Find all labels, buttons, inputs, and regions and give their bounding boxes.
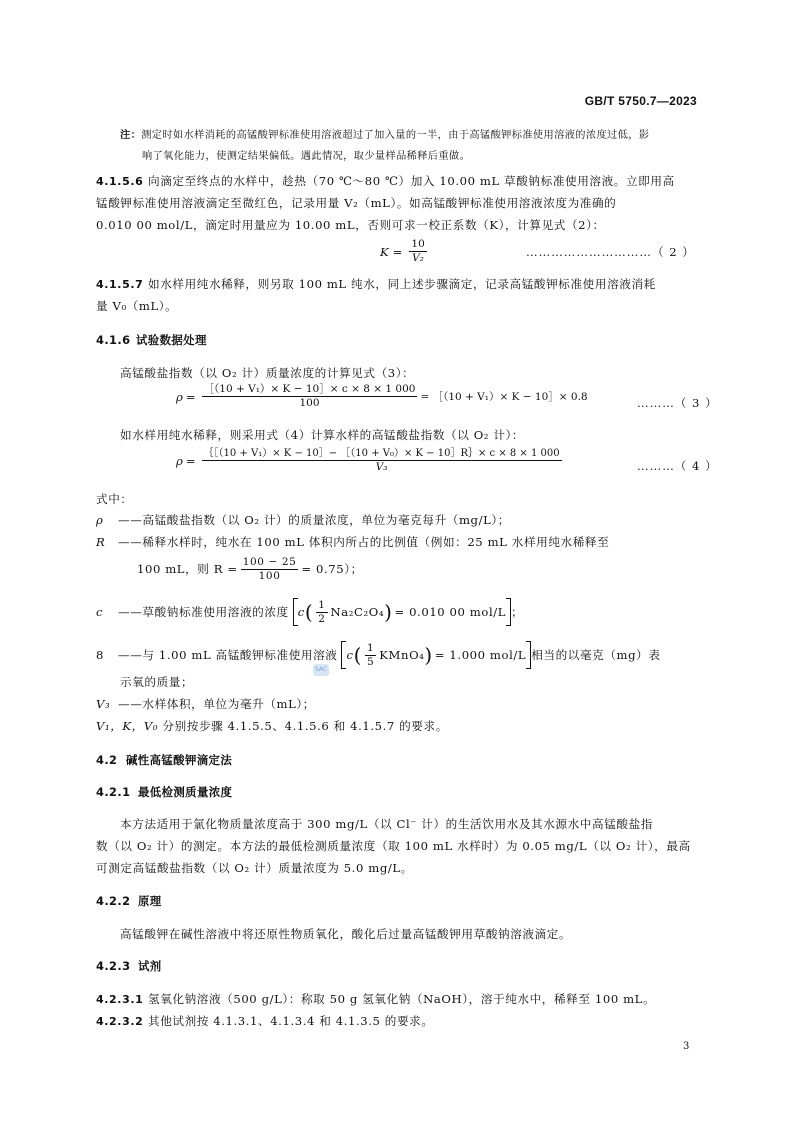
heading-title: 最低检测质量浓度 xyxy=(138,785,233,799)
heading-4-2-3 xyxy=(96,958,162,974)
var-rho-symbol: ρ xyxy=(96,513,104,527)
heading-4-1-6 xyxy=(96,332,207,348)
eq4-numerator: ｛［（10 + V₁）× K − 10］− ［（10 + V₀）× K − 10］R｝× c × 8 × 1 000 xyxy=(203,448,560,459)
eq3-intro: 高锰酸盐指数（以 O₂ 计）质量浓度的计算见式（3）： xyxy=(120,366,415,380)
var-8-fraction xyxy=(365,642,376,669)
equation-2: K = $\frac{10}{\text{V₂}}$ xyxy=(380,238,425,264)
var-R-line-1 xyxy=(96,533,609,552)
note-line-2: 响了氧化能力，使测定结果偏低。遇此情况，取少量样品稀释后重做。 xyxy=(142,151,471,162)
eq4-fraction xyxy=(202,447,562,474)
clause-text: 氢氧化钠溶液（500 g/L）：称取 50 g 氢氧化钠（NaOH），溶于纯水中，稀释至 100 mL。 xyxy=(148,992,656,1006)
clause-number: 4.1.5.7 xyxy=(96,278,144,291)
clause-text: 如水样用纯水稀释，则另取 100 mL 纯水，同上述步骤滴定，记录高锰酸钾标准使用溶液消耗 xyxy=(148,277,656,291)
var-rho xyxy=(96,511,510,530)
var-8-value: = 1.000 mol/L xyxy=(434,647,527,662)
note-text: 测定时如水样消耗的高锰酸钾标准使用溶液超过了加入量的一半，由于高锰酸钾标准使用溶液的浓度过低，影 xyxy=(141,130,650,141)
equation-3: ρ = $\frac{\text{［（10 + V₁）× K − 10］× c × 8 × 1 000}}{100}$ = ［（10 + V₁）× K − 10］× 0.8 xyxy=(176,383,588,409)
var-V1-K-V0 xyxy=(96,717,448,736)
var-V1-K-V0-text: 分别按步骤 4.1.5.5、4.1.5.6 和 4.1.5.7 的要求。 xyxy=(162,719,448,733)
eq3-numerator: ［（10 + V₁）× K − 10］× c × 8 × 1 000 xyxy=(203,383,416,395)
var-c-text: ——草酸钠标准使用溶液的浓度 xyxy=(118,604,289,619)
heading-number: 4.2.1 xyxy=(96,785,131,799)
eq3-denominator: 100 xyxy=(299,397,320,409)
left-paren: ( xyxy=(353,642,362,667)
var-8-symbol: 8 xyxy=(96,647,104,662)
var-V3-text: ——水样体积，单位为毫升（mL）； xyxy=(118,697,315,711)
where-label: 式中： xyxy=(96,492,133,506)
var-R-numerator: 100 − 25 xyxy=(242,556,297,568)
eq4-lhs: ρ xyxy=(176,453,183,468)
eq2-fraction xyxy=(409,238,426,265)
equation-4-number: ………（ 4 ） xyxy=(637,459,718,473)
clause-text: 向滴定至终点的水样中，趁热（70 ℃～80 ℃）加入 10.00 mL 草酸钠标准使用溶液。立即用高 xyxy=(148,174,675,188)
eq3-lhs: ρ xyxy=(176,389,183,404)
var-c-fraction xyxy=(316,599,327,626)
var-R-result: = 0.75）； xyxy=(301,562,363,576)
var-V3 xyxy=(96,695,315,714)
frac-den: 2 xyxy=(318,612,326,625)
eq4-intro: 如水样用纯水稀释，则采用式（4）计算水样的高锰酸盐指数（以 O₂ 计）： xyxy=(120,428,525,442)
note-line-1 xyxy=(120,127,649,144)
heading-title: 试剂 xyxy=(138,959,162,973)
semicolon: ； xyxy=(511,604,524,619)
clause-4-2-1-line-1: 本方法适用于氯化物质量浓度高于 300 mg/L（以 Cl⁻ 计）的生活饮用水及其水源水中高锰酸盐指 xyxy=(120,817,653,831)
var-8-text-2: 相当的以毫克（mg）表 xyxy=(531,647,661,662)
var-8-text: ——与 1.00 mL 高锰酸钾标准使用溶液 xyxy=(118,647,338,662)
eq4-denominator: V₃ xyxy=(375,461,388,473)
conc-symbol: c xyxy=(297,604,305,619)
chem-formula: Na₂C₂O₄ xyxy=(330,604,385,619)
chem-formula: KMnO₄ xyxy=(379,647,425,662)
var-R-denominator: 100 xyxy=(258,570,281,582)
clause-text: 其他试剂按 4.1.3.1、4.1.3.4 和 4.1.3.5 的要求。 xyxy=(148,1014,434,1028)
conc-symbol: c xyxy=(346,647,354,662)
right-paren: ) xyxy=(424,642,433,667)
heading-title: 试验数据处理 xyxy=(136,333,207,347)
right-paren: ) xyxy=(384,599,393,624)
clause-4-2-1-line-3: 可测定高锰酸盐指数（以 O₂ 计）质量浓度为 5.0 mg/L。 xyxy=(96,861,413,875)
var-R-example: 100 mL，则 R = xyxy=(137,562,238,576)
var-rho-text: ——高锰酸盐指数（以 O₂ 计）的质量浓度，单位为毫克每升（mg/L）； xyxy=(118,513,510,527)
var-R-text: ——稀释水样时，纯水在 100 mL 体积内所占的比例值（例如：25 mL 水样用纯水稀释至 xyxy=(118,535,610,549)
frac-den: 5 xyxy=(366,655,375,668)
clause-4-1-5-6-line-1 xyxy=(96,172,675,191)
heading-number: 4.2 xyxy=(96,753,118,767)
clause-4-1-5-6-line-2: 锰酸钾标准使用溶液滴定至微红色，记录用量 V₂（mL）。如高锰酸钾标准使用溶液浓度为准确的 xyxy=(96,196,617,210)
clause-4-2-2-text: 高锰酸钾在碱性溶液中将还原性物质氧化，酸化后过量高锰酸钾用草酸钠溶液滴定。 xyxy=(120,927,572,941)
frac-num: 1 xyxy=(366,641,375,654)
eq3-rhs: = ［（10 + V₁）× K − 10］× 0.8 xyxy=(420,391,588,403)
var-R-fraction xyxy=(241,556,299,583)
watermark-logo: SAC xyxy=(313,664,329,676)
note-label: 注： xyxy=(120,129,142,141)
clause-number: 4.1.5.6 xyxy=(96,175,144,188)
standard-number: GB/T 5750.7—2023 xyxy=(584,94,697,108)
page-number: 3 xyxy=(683,1041,690,1052)
heading-4-2-2 xyxy=(96,893,162,909)
var-V3-symbol: V₃ xyxy=(96,697,111,711)
var-c-value: = 0.010 00 mol/L xyxy=(394,604,507,619)
equation-2-number: …………………………（ 2 ） xyxy=(526,245,695,259)
var-R-line-2 xyxy=(137,556,363,583)
heading-number: 4.2.3 xyxy=(96,959,131,973)
clause-4-2-1-line-2: 数（以 O₂ 计）的测定。本方法的最低检测质量浓度（取 100 mL 水样时）为 0.05 mg/L（以 O₂ 计），最高 xyxy=(96,839,691,853)
clause-4-2-3-1 xyxy=(96,990,655,1009)
var-R-symbol: R xyxy=(96,535,106,549)
var-c-symbol: c xyxy=(96,604,104,619)
left-paren: ( xyxy=(304,599,314,624)
heading-4-2 xyxy=(96,752,232,768)
clause-4-2-3-2 xyxy=(96,1012,434,1031)
var-V1-K-V0-symbol: V₁，K，V₀ xyxy=(96,719,159,733)
eq2-denominator: V₂ xyxy=(412,252,424,264)
heading-title: 原理 xyxy=(138,894,162,908)
eq2-numerator: 10 xyxy=(411,238,425,250)
var-8-line-2: 示氧的质量； xyxy=(120,675,194,689)
clause-number: 4.2.3.1 xyxy=(96,993,144,1006)
clause-4-1-5-6-line-3: 0.010 00 mol/L，滴定时用量应为 10.00 mL，否则可求一校正系数（K），计算见式（2）： xyxy=(96,218,605,232)
var-c xyxy=(96,598,523,626)
heading-number: 4.1.6 xyxy=(96,333,131,347)
heading-4-2-1 xyxy=(96,784,232,800)
frac-num: 1 xyxy=(318,598,326,611)
equation-3-number: ………（ 3 ） xyxy=(637,396,718,410)
heading-number: 4.2.2 xyxy=(96,894,131,908)
heading-title: 碱性高锰酸钾滴定法 xyxy=(126,753,233,767)
eq2-lhs: K xyxy=(380,244,389,259)
clause-4-1-5-7-line-1 xyxy=(96,275,656,294)
clause-number: 4.2.3.2 xyxy=(96,1015,144,1028)
var-8 xyxy=(96,641,661,669)
clause-4-1-5-7-line-2: 量 V₀（mL）。 xyxy=(96,299,178,313)
equation-4: ρ = $\frac{\text{｛［（10 + V₁）× K − 10］− ［（10 + V₀）× K − 10］R｝× c × 8 × 1 000}}{\text{V₃}}$ xyxy=(176,448,560,473)
eq3-fraction xyxy=(202,383,418,410)
